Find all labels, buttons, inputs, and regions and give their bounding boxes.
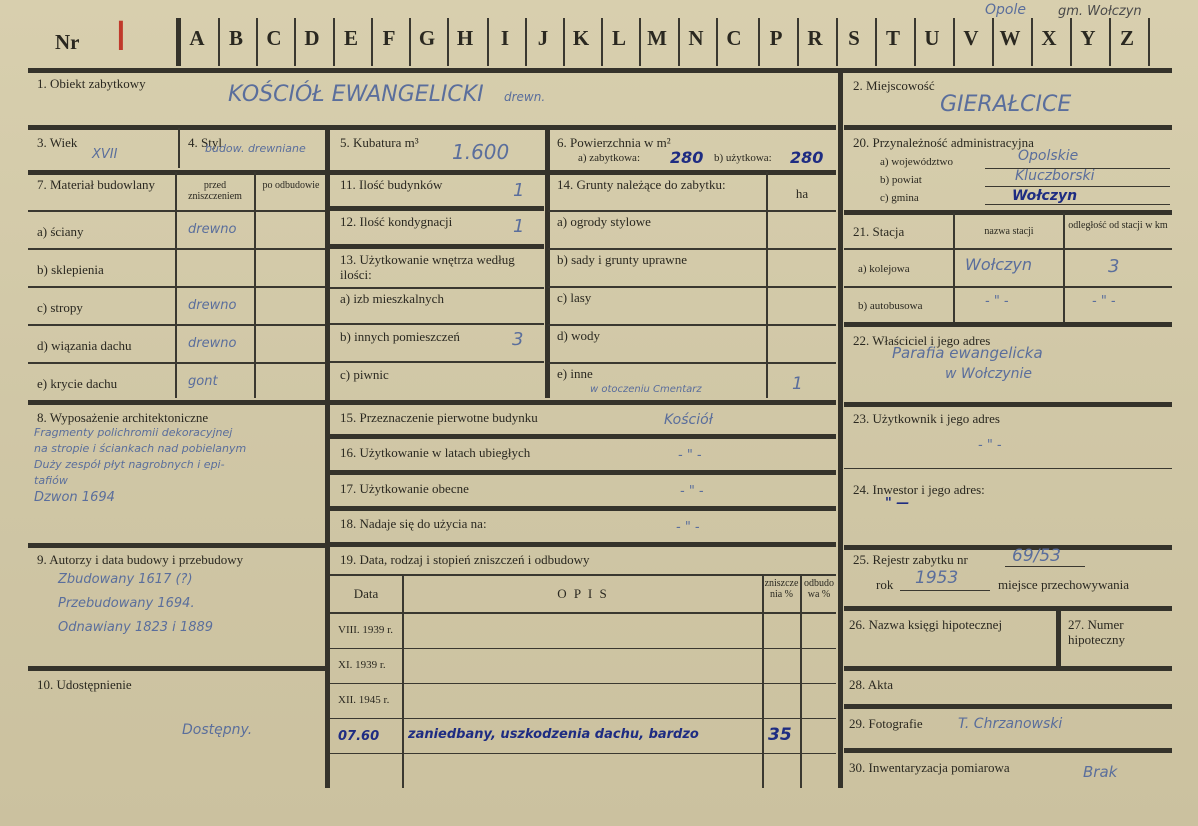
field-6-zab-value: 280 (670, 148, 704, 167)
field-25-year-value: 1953 (915, 568, 959, 588)
field-21-label: 21. Stacja (853, 224, 905, 239)
field-20-gm-value: Wołczyn (1012, 188, 1078, 204)
 (447, 18, 449, 66)
field-12-value: 1 (513, 216, 525, 237)
 (639, 18, 641, 66)
 (333, 18, 335, 66)
field-13-label: 13. Użytkowanie wnętrza według ilości: (340, 252, 515, 282)
field-24-value: " — (885, 496, 910, 511)
field-22-label: 22. Właściciel i jego adres (853, 333, 991, 348)
field-19-row-destr: 35 (768, 725, 792, 745)
field-10-value: Dostępny. (182, 722, 253, 738)
field-30-label: 30. Inwentaryzacja pomiarowa (849, 760, 1010, 775)
field-2-value: GIERAŁCICE (940, 92, 1072, 117)
field-7-row-before: drewno (188, 336, 237, 351)
field-19-row-date: VIII. 1939 r. (338, 624, 393, 636)
field-1-label: 1. Obiekt zabytkowy (37, 76, 146, 91)
index-letter: J (537, 26, 549, 50)
index-letter: E (343, 26, 358, 50)
field-18-label: 18. Nadaje się do użycia na: (340, 516, 487, 531)
field-9-label: 9. Autorzy i data budowy i przebudowy (37, 552, 244, 567)
index-letter: B (228, 26, 243, 50)
field-7-row-label: b) sklepienia (37, 262, 104, 277)
field-19-label: 19. Data, rodzaj i stopień zniszczeń i odbudowy (340, 552, 590, 567)
field-14-label: 14. Grunty należące do zabytku: (557, 177, 726, 192)
field-19-col-desc: O P I S (557, 586, 609, 601)
 (1109, 18, 1111, 66)
index-letter: R (807, 26, 823, 50)
field-8-line: Dzwon 1694 (34, 490, 115, 505)
field-7-row-before: drewno (188, 222, 237, 237)
field-17-label: 17. Użytkowanie obecne (340, 481, 469, 496)
index-letter: V (963, 26, 979, 50)
 (525, 18, 527, 66)
field-14-unit: ha (795, 186, 809, 201)
field-20-woj-label: a) województwo (880, 156, 954, 168)
 (548, 286, 836, 288)
 (409, 18, 411, 66)
field-4-value: budow. drewniane (205, 142, 306, 155)
field-21-col-name: nazwa stacji (984, 226, 1034, 237)
field-16-value: - " - (678, 448, 702, 463)
field-14-row-label: d) wody (557, 328, 600, 343)
field-20-label: 20. Przynależność administracyjna (853, 135, 1034, 150)
field-18-value: - " - (676, 520, 700, 535)
 (548, 362, 836, 364)
index-letter: U (924, 26, 940, 50)
index-letter: T (885, 26, 900, 50)
field-9-line: Zbudowany 1617 (?) (58, 572, 193, 587)
field-3-value: XVII (92, 147, 118, 162)
field-13-row-label: c) piwnic (340, 367, 389, 382)
field-21-rail-label: a) kolejowa (858, 263, 910, 275)
field-13-row-label: b) innych pomieszczeń (340, 329, 460, 344)
field-6-zab-label: a) zabytkowa: (578, 152, 640, 164)
 (294, 18, 296, 66)
index-letter: L (611, 26, 626, 50)
 (548, 248, 836, 250)
index-letter: A (189, 26, 205, 50)
index-letter: I (500, 26, 510, 50)
index-letter: N (688, 26, 704, 50)
field-9-line: Odnawiany 1823 i 1889 (58, 620, 214, 635)
 (330, 683, 836, 684)
field-25-reg-value: 69/53 (1012, 546, 1061, 566)
field-8-line: Fragmenty polichromii dekoracyjnej (34, 426, 233, 439)
field-8-line: na stropie i ściankach nad pobielanym (34, 442, 247, 455)
field-4-label: 4. Styl (188, 135, 222, 150)
field-23-value: - " - (978, 438, 1002, 453)
field-13-row-label: a) izb mieszkalnych (340, 291, 444, 306)
field-5-value: 1.600 (452, 140, 510, 164)
field-20-pow-value: Kluczborski (1015, 168, 1095, 184)
field-17-value: - " - (680, 484, 704, 499)
index-letter: C (266, 26, 282, 50)
index-letter: G (418, 26, 436, 50)
 (28, 362, 325, 364)
field-21-rail-dist: 3 (1108, 256, 1120, 277)
field-6-uzy-value: 280 (790, 148, 824, 167)
field-22-value2: w Wołczynie (945, 366, 1033, 382)
index-letter: W (999, 26, 1021, 50)
field-19-col-rebuild: odbudowa % (804, 578, 834, 600)
 (678, 18, 680, 66)
field-14-row-note: w otoczeniu Cmentarz (590, 384, 702, 395)
index-letter: Z (1119, 26, 1134, 50)
index-letter: S (848, 26, 860, 50)
field-7-label: 7. Materiał budowlany (37, 177, 156, 192)
field-1-value: KOŚCIÓŁ EWANGELICKI (228, 82, 484, 107)
 (330, 361, 544, 363)
field-6-label: 6. Powierzchnia w m² (557, 135, 671, 150)
field-12-label: 12. Ilość kondygnacji (340, 214, 453, 229)
top-note-place: Opole (985, 2, 1026, 18)
field-14-row-label: b) sady i grunty uprawne (557, 252, 687, 267)
field-13-row-value: 3 (512, 329, 524, 350)
field-2-label: 2. Miejscowość (853, 78, 935, 93)
field-19-row-date: 07.60 (338, 729, 380, 744)
field-21-bus-name: - " - (985, 294, 1009, 309)
 (716, 18, 718, 66)
field-23-label: 23. Użytkownik i jego adres (853, 411, 1000, 426)
index-letter: M (647, 26, 667, 50)
field-26-label: 26. Nazwa księgi hipotecznej (849, 617, 1003, 632)
 (563, 18, 565, 66)
field-15-value: Kościół (664, 412, 713, 428)
field-22-value1: Parafia ewangelicka (892, 344, 1043, 362)
 (1070, 18, 1072, 66)
field-14-row-label: e) inne (557, 366, 593, 381)
field-21-bus-dist: - " - (1092, 294, 1116, 309)
 (797, 18, 799, 66)
field-19-row-date: XII. 1945 r. (338, 694, 390, 706)
field-14-row-label: a) ogrody stylowe (557, 214, 651, 229)
field-11-value: 1 (513, 180, 525, 201)
nr-label: Nr (55, 30, 80, 54)
field-14-row-label: c) lasy (557, 290, 592, 305)
field-21-bus-label: b) autobusowa (858, 300, 923, 312)
field-10-label: 10. Udostępnienie (37, 677, 132, 692)
 (330, 323, 544, 325)
index-letter: X (1041, 26, 1057, 50)
index-letter: C (726, 26, 742, 50)
 (256, 18, 258, 66)
field-8-line: tafiów (34, 474, 68, 487)
field-20-gm-label: c) gmina (880, 192, 919, 204)
index-letter: K (572, 26, 590, 50)
 (758, 18, 760, 66)
field-7-col-after: po odbudowie (262, 180, 320, 191)
field-7-row-label: e) krycie dachu (37, 376, 118, 391)
field-7-row-before: drewno (188, 298, 237, 313)
field-29-value: T. Chrzanowski (958, 716, 1063, 732)
field-7-col-before: przed zniszczeniem (188, 180, 242, 202)
field-15-label: 15. Przeznaczenie pierwotne budynku (340, 410, 538, 425)
field-8-line: Duży zespół płyt nagrobnych i epi- (34, 458, 225, 471)
field-16-label: 16. Użytkowanie w latach ubiegłych (340, 445, 531, 460)
field-6-uzy-label: b) użytkowa: (714, 152, 772, 164)
 (330, 718, 836, 719)
field-11-label: 11. Ilość budynków (340, 177, 443, 192)
field-1-note: drewn. (504, 90, 546, 104)
field-19-row-desc: zaniedbany, uszkodzenia dachu, bardzo (408, 727, 699, 742)
 (28, 324, 325, 326)
field-20-woj-value: Opolskie (1018, 148, 1079, 164)
field-7-row-before: gont (188, 374, 218, 389)
field-30-value: Brak (1083, 763, 1118, 781)
 (1148, 18, 1150, 66)
field-8-label: 8. Wyposażenie architektoniczne (37, 410, 209, 425)
field-28-label: 28. Akta (849, 677, 894, 692)
nr-value: I (115, 14, 127, 60)
 (371, 18, 373, 66)
 (836, 18, 838, 66)
top-note-gmina: gm. Wołczyn (1058, 4, 1142, 19)
 (992, 18, 994, 66)
 (218, 18, 220, 66)
index-letter: Y (1080, 26, 1096, 50)
 (601, 18, 603, 66)
field-19-col-date: Data (353, 586, 379, 601)
field-7-row-label: c) stropy (37, 300, 83, 315)
 (1031, 18, 1033, 66)
field-25-place-label: miejsce przechowywania (998, 577, 1130, 592)
index-letter: P (769, 26, 783, 50)
 (487, 18, 489, 66)
 (330, 753, 836, 754)
 (875, 18, 877, 66)
 (953, 18, 955, 66)
 (548, 324, 836, 326)
field-14-row-value: 1 (792, 374, 803, 394)
 (28, 248, 325, 250)
field-20-pow-label: b) powiat (880, 174, 922, 186)
field-5-label: 5. Kubatura m³ (340, 135, 419, 150)
field-25-label: 25. Rejestr zabytku nr (853, 552, 968, 567)
field-19-col-destr: zniszczenia % (764, 578, 799, 600)
field-27-label: 27. Numer hipoteczny (1068, 617, 1126, 647)
field-3-label: 3. Wiek (37, 135, 78, 150)
field-21-rail-name: Wołczyn (965, 255, 1033, 274)
 (330, 648, 836, 649)
field-9-line: Przebudowany 1694. (58, 596, 195, 611)
field-21-col-dist: odległość od stacji w km (1068, 220, 1168, 231)
field-29-label: 29. Fotografie (849, 716, 923, 731)
index-letter: H (456, 26, 474, 50)
field-24-label: 24. Inwestor i jego adres: (853, 482, 985, 497)
 (914, 18, 916, 66)
field-19-row-date: XI. 1939 r. (338, 659, 386, 671)
field-7-row-label: a) ściany (37, 224, 84, 239)
index-letter: F (382, 26, 396, 50)
index-letter: D (304, 26, 320, 50)
 (28, 286, 325, 288)
field-7-row-label: d) wiązania dachu (37, 338, 132, 353)
field-25-year-label: rok (876, 577, 894, 592)
